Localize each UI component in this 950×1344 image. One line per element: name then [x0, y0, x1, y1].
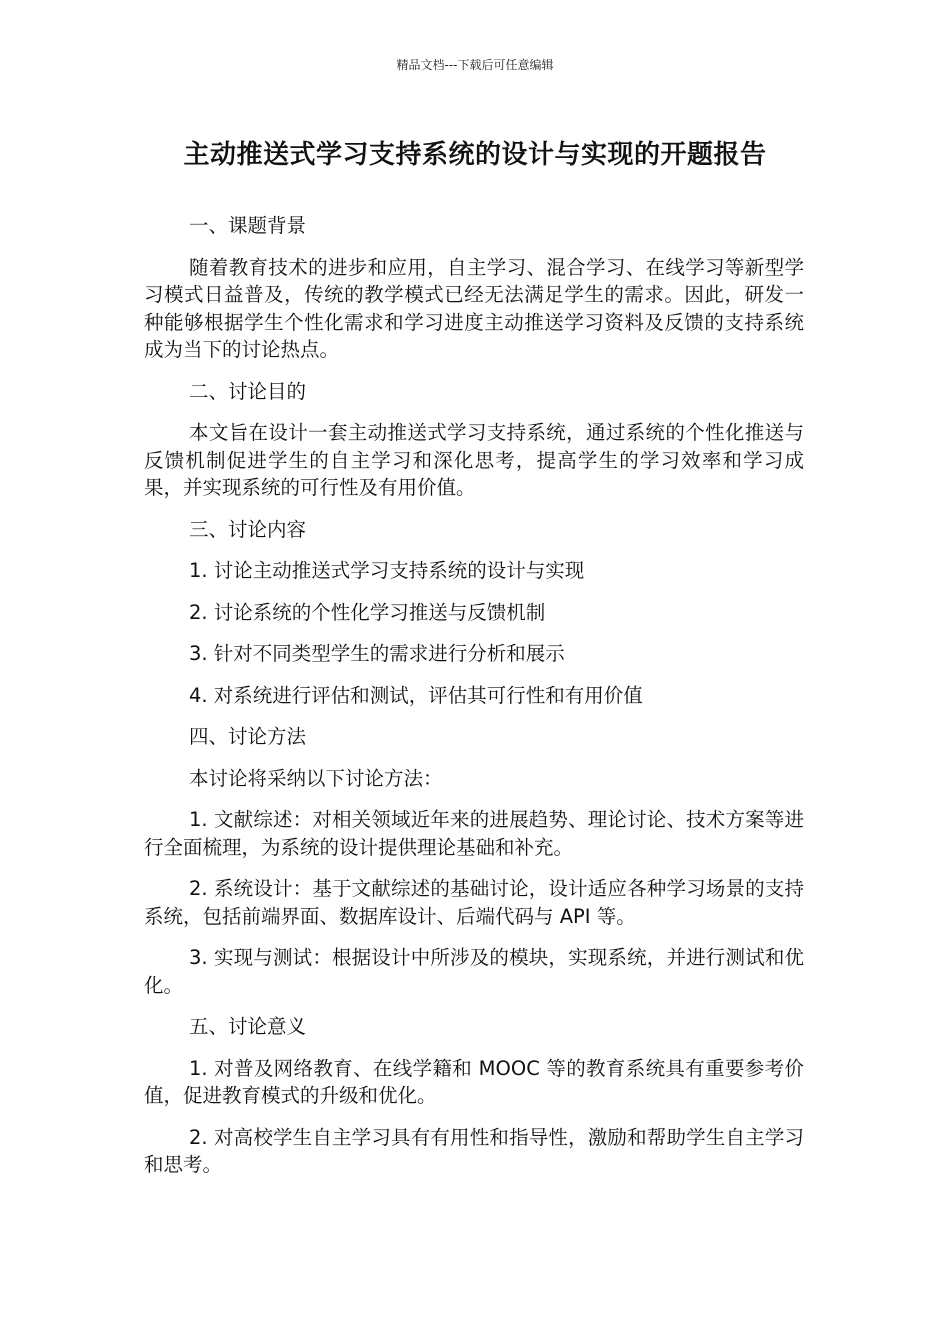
list-item-method-1: 1. 文献综述：对相关领域近年来的进展趋势、理论讨论、技术方案等进行全面梳理，为系统的设计提供理论基础和补充。: [144, 808, 804, 859]
paragraph-method-intro: 本讨论将采纳以下讨论方法：: [189, 766, 443, 790]
section-heading-significance: 五、讨论意义: [189, 1015, 307, 1038]
section-heading-purpose: 二、讨论目的: [189, 379, 307, 403]
list-item-content-3: 3. 针对不同类型学生的需求进行分析和展示: [189, 642, 565, 665]
list-item-content-1: 1. 讨论主动推送式学习支持系统的设计与实现: [189, 559, 585, 582]
list-item-content-4: 4. 对系统进行评估和测试，评估其可行性和有用价值: [189, 683, 643, 707]
page-header: 精品文档---下载后可任意编辑: [396, 58, 554, 72]
paragraph-background: 随着教育技术的进步和应用，自主学习、混合学习、在线学习等新型学习模式日益普及，传统的教学模式已经无法满足学生的需求。因此，研发一种能够根据学生个性化需求和学习进度主动推送学习资料及反馈的支持系统成为当下的讨论热点。: [144, 255, 804, 361]
section-heading-background: 一、课题背景: [189, 214, 307, 237]
list-item-significance-2: 2. 对高校学生自主学习具有有用性和指导性，激励和帮助学生自主学习和思考。: [144, 1125, 804, 1176]
list-item-significance-1: 1. 对普及网络教育、在线学籍和 MOOC 等的教育系统具有重要参考价值，促进教育模式的升级和优化。: [144, 1056, 804, 1107]
list-item-method-3: 3. 实现与测试：根据设计中所涉及的模块，实现系统，并进行测试和优化。: [144, 946, 804, 997]
list-item-method-2: 2. 系统设计：基于文献综述的基础讨论，设计适应各种学习场景的支持系统，包括前端界面、数据库设计、后端代码与 API 等。: [144, 877, 804, 928]
paragraph-purpose: 本文旨在设计一套主动推送式学习支持系统，通过系统的个性化推送与反馈机制促进学生的自主学习和深化思考，提高学生的学习效率和学习成果，并实现系统的可行性及有用价值。: [144, 421, 804, 499]
section-heading-method: 四、讨论方法: [189, 725, 307, 748]
page-title: 主动推送式学习支持系统的设计与实现的开题报告: [183, 140, 767, 170]
document-body: [144, 212, 804, 1193]
section-heading-content: 三、讨论内容: [189, 517, 307, 541]
list-item-content-2: 2. 讨论系统的个性化学习推送与反馈机制: [189, 600, 546, 624]
